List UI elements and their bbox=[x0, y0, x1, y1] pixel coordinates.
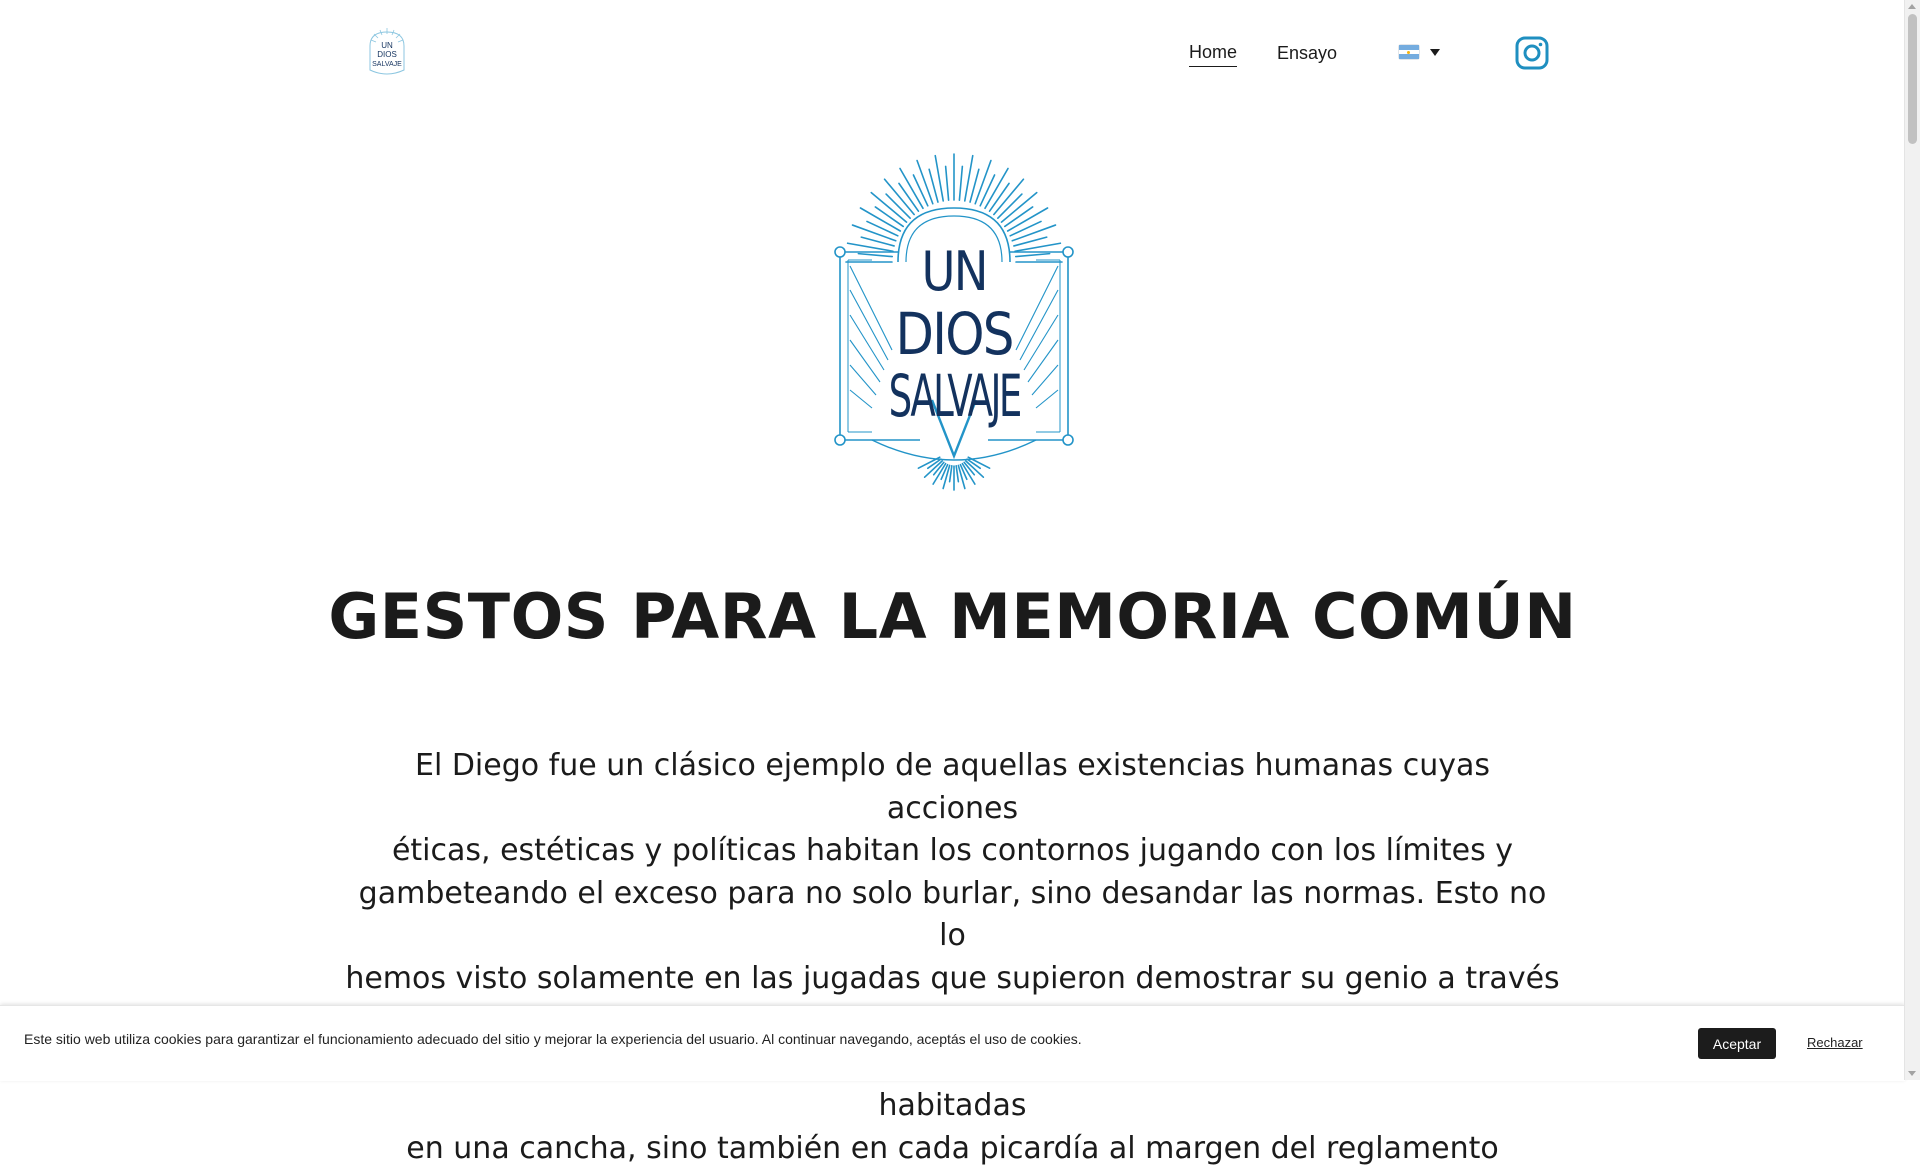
hero-logo-line-un: UN bbox=[921, 240, 986, 303]
intro-line: en una cancha, sino también en cada picardía al margen del reglamento bbox=[345, 1128, 1560, 1170]
scroll-up-arrow-icon[interactable] bbox=[1908, 4, 1916, 9]
hero-logo-ray bbox=[975, 161, 991, 204]
hero-logo-corner-dot bbox=[1063, 247, 1073, 257]
cookie-banner-text: Este sitio web utiliza cookies para garantizar el funcionamiento adecuado del sitio y mejorar la experiencia del usuario. Al continuar navegando, aceptás el uso de cookies. bbox=[24, 1031, 1082, 1047]
hero-logo-ray bbox=[950, 466, 952, 482]
hero-logo-ray bbox=[917, 161, 933, 204]
header-logo-line-1: UN bbox=[381, 41, 393, 50]
header-logo-line-2: DIOS bbox=[377, 50, 397, 59]
header-logo-line-3: SALVAJE bbox=[372, 61, 402, 68]
reject-cookies-link[interactable]: Rechazar bbox=[1807, 1035, 1863, 1050]
hero-logo-ray bbox=[980, 175, 994, 206]
hero-logo-ray bbox=[946, 166, 949, 200]
header-logo[interactable] bbox=[366, 26, 408, 78]
intro-line: gambeteando el exceso para no solo burlar, sino desandar las normas. Esto no lo bbox=[345, 873, 1560, 958]
hero-logo-corner-dot bbox=[835, 435, 845, 445]
scroll-down-arrow-icon[interactable] bbox=[1908, 1071, 1916, 1076]
scrollbar-thumb[interactable] bbox=[1908, 14, 1917, 144]
hero-logo-ray bbox=[858, 254, 892, 257]
site-header bbox=[0, 0, 1905, 108]
hero-logo-ray bbox=[959, 166, 962, 200]
hero-logo-corner-dot bbox=[835, 247, 845, 257]
page-title: GESTOS PARA LA MEMORIA COMÚN bbox=[0, 580, 1905, 654]
instagram-icon[interactable] bbox=[1515, 36, 1549, 70]
intro-line: El Diego fue un clásico ejemplo de aquellas existencias humanas cuyas acciones bbox=[345, 745, 1560, 830]
hero-logo-line-dios: DIOS bbox=[896, 300, 1013, 368]
intro-line: habitadas bbox=[345, 1043, 1560, 1128]
hero-logo-bottom-rays bbox=[918, 457, 989, 490]
cookie-banner bbox=[0, 1005, 1905, 1081]
intro-paragraph bbox=[345, 745, 1560, 1170]
hero-logo-ray bbox=[867, 221, 898, 235]
hero-logo-corner-dot bbox=[1063, 435, 1073, 445]
intro-line: hemos visto solamente en las jugadas que supieron demostrar su genio a través bbox=[345, 958, 1560, 1043]
language-selector[interactable] bbox=[1399, 45, 1440, 59]
hero-logo-ray bbox=[1012, 225, 1055, 241]
hero-logo bbox=[832, 150, 1076, 492]
chevron-down-icon bbox=[1430, 49, 1440, 56]
nav-home-link[interactable]: Home bbox=[1189, 40, 1237, 67]
main-nav bbox=[1189, 40, 1377, 67]
hero-logo-ray bbox=[956, 466, 958, 482]
hero-logo-line-salvaje: SALVAJE bbox=[889, 364, 1021, 431]
hero-logo-ray bbox=[853, 225, 896, 241]
argentina-flag-icon bbox=[1399, 45, 1419, 59]
hero-logo-ray bbox=[1016, 254, 1050, 257]
nav-ensayo-link[interactable]: Ensayo bbox=[1277, 41, 1337, 67]
page-scrollbar[interactable] bbox=[1904, 0, 1920, 1080]
accept-cookies-button[interactable]: Aceptar bbox=[1698, 1028, 1776, 1059]
hero-logo-ray bbox=[913, 175, 927, 206]
intro-line: éticas, estéticas y políticas habitan los contornos jugando con los límites y bbox=[345, 830, 1560, 873]
hero-logo-ray bbox=[1010, 221, 1041, 235]
